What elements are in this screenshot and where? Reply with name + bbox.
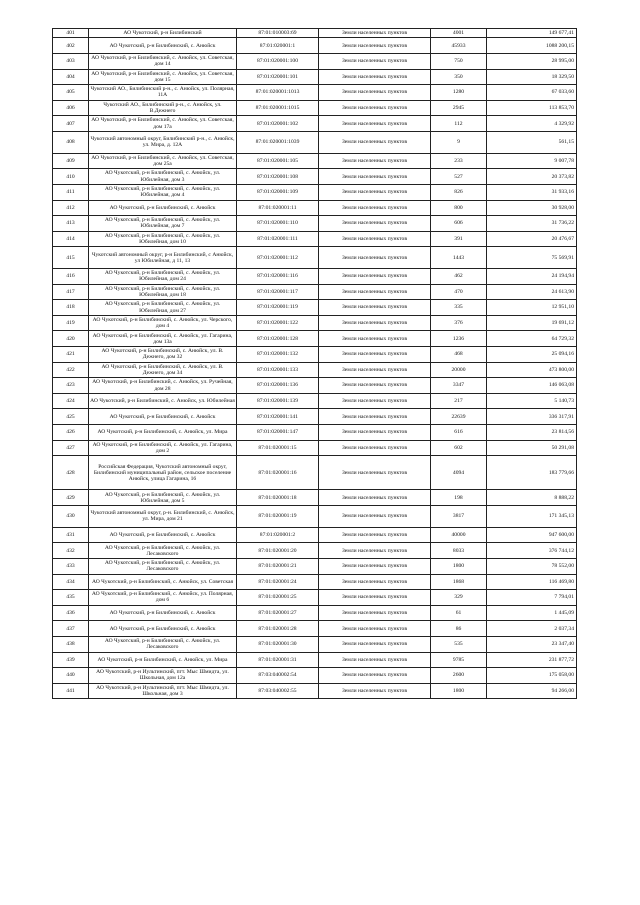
cadastral-value-cell: 231 877,72	[487, 652, 577, 668]
address-cell: АО Чукотский, р-н Иультинский, пгт. Мыс Шмидта, ул. Школьная, дом 3	[89, 683, 237, 699]
land-category-cell: Земли населенных пунктов	[319, 543, 431, 559]
cadastral-number-cell: 87:01:020001:1013	[237, 85, 319, 101]
row-number: 419	[53, 315, 89, 331]
row-number: 438	[53, 636, 89, 652]
land-plots-table	[52, 28, 577, 699]
table-row	[53, 169, 577, 185]
table-row	[53, 69, 577, 85]
row-number: 404	[53, 69, 89, 85]
row-number: 425	[53, 409, 89, 425]
cadastral-value-cell: 12 951,10	[487, 300, 577, 316]
row-number: 422	[53, 362, 89, 378]
land-category-cell: Земли населенных пунктов	[319, 590, 431, 606]
address-cell: АО Чукотский, р-н Билибинский, с. Анюйск	[89, 605, 237, 621]
cadastral-value-cell: 9 007,78	[487, 153, 577, 169]
address-cell: АО Чукотский, р-н Билибинский, с. Анюйск, ул. Юбилейная, дом 3	[89, 169, 237, 185]
address-cell: АО Чукотский, р-н Билибинский, с. Анюйск, ул. Советская, дом 14	[89, 53, 237, 69]
cadastral-number-cell: 87:01:020001:119	[237, 300, 319, 316]
area-cell: 3817	[431, 506, 487, 528]
land-category-cell: Земли населенных пунктов	[319, 300, 431, 316]
cadastral-value-cell: 24 613,90	[487, 284, 577, 300]
area-cell: 4094	[431, 456, 487, 490]
table-row	[53, 247, 577, 269]
area-cell: 535	[431, 636, 487, 652]
cadastral-number-cell: 87:01:020001:18	[237, 490, 319, 506]
address-cell: АО Чукотский, р-н Билибинский, с. Анюйск, ул. Советская	[89, 574, 237, 590]
address-cell: АО Чукотский, р-н Билибинский, с. Анюйск, ул. Советская, дом 17а	[89, 116, 237, 132]
area-cell: 4001	[431, 29, 487, 38]
row-number: 439	[53, 652, 89, 668]
cadastral-number-cell: 87:01:020001:11	[237, 200, 319, 216]
land-category-cell: Земли населенных пунктов	[319, 559, 431, 575]
land-category-cell: Земли населенных пунктов	[319, 269, 431, 285]
cadastral-number-cell: 87:01:020001:105	[237, 153, 319, 169]
land-category-cell: Земли населенных пунктов	[319, 100, 431, 116]
land-category-cell: Земли населенных пунктов	[319, 527, 431, 543]
table-row	[53, 683, 577, 699]
cadastral-number-cell: 87:01:020001:147	[237, 425, 319, 441]
cadastral-number-cell: 87:01:020001:28	[237, 621, 319, 637]
area-cell: 606	[431, 216, 487, 232]
cadastral-value-cell: 146 063,08	[487, 378, 577, 394]
cadastral-value-cell: 25 094,16	[487, 347, 577, 363]
land-category-cell: Земли населенных пунктов	[319, 574, 431, 590]
address-cell: АО Чукотский, р-н Билибинский, с. Анюйск, ул. Юбилейная, дом 10	[89, 231, 237, 247]
row-number: 406	[53, 100, 89, 116]
table-row	[53, 38, 577, 54]
address-cell: АО Чукотский, р-н Билибинский, с. Анюйск, ул. Лесаковского	[89, 559, 237, 575]
land-category-cell: Земли населенных пунктов	[319, 131, 431, 153]
cadastral-number-cell: 87:01:020001:30	[237, 636, 319, 652]
land-category-cell: Земли населенных пунктов	[319, 85, 431, 101]
table-row	[53, 543, 577, 559]
row-number: 437	[53, 621, 89, 637]
cadastral-value-cell: 18 329,50	[487, 69, 577, 85]
address-cell: Российская Федерация, Чукотский автономный округ, Билибинский муниципальный район, сельское поселение Анюйск, улица Гагарина, 16	[89, 456, 237, 490]
land-category-cell: Земли населенных пунктов	[319, 69, 431, 85]
land-category-cell: Земли населенных пунктов	[319, 378, 431, 394]
row-number: 414	[53, 231, 89, 247]
address-cell: Чукотский автономный округ, р-н Билибинский, с Анюйск, ул Юбилейная, д 11, 13	[89, 247, 237, 269]
address-cell: АО Чукотский, р-н Билибинский, с. Анюйск, ул. Советская, дом 25а	[89, 153, 237, 169]
cadastral-value-cell: 94 266,00	[487, 683, 577, 699]
address-cell: АО Чукотский, р-н Билибинский, с. Анюйск, ул. Мира	[89, 652, 237, 668]
table-row	[53, 315, 577, 331]
table-row	[53, 621, 577, 637]
row-number: 408	[53, 131, 89, 153]
area-cell: 45933	[431, 38, 487, 54]
area-cell: 602	[431, 440, 487, 456]
area-cell: 61	[431, 605, 487, 621]
table-row	[53, 116, 577, 132]
cadastral-value-cell: 336 317,91	[487, 409, 577, 425]
area-cell: 335	[431, 300, 487, 316]
cadastral-value-cell: 149 677,41	[487, 29, 577, 38]
address-cell: АО Чукотский, р-н Билибинский, с. Анюйск, ул. Юбилейная, дом 4	[89, 184, 237, 200]
cadastral-number-cell: 87:01:020001:20	[237, 543, 319, 559]
area-cell: 826	[431, 184, 487, 200]
row-number: 413	[53, 216, 89, 232]
address-cell: АО Чукотский, р-н Билибинский, с. Анюйск, ул. В. Дежнего, дом 34	[89, 362, 237, 378]
cadastral-value-cell: 30 928,00	[487, 200, 577, 216]
area-cell: 3347	[431, 378, 487, 394]
cadastral-value-cell: 7 794,01	[487, 590, 577, 606]
cadastral-number-cell: 87:01:020001:136	[237, 378, 319, 394]
area-cell: 9	[431, 131, 487, 153]
table-row	[53, 269, 577, 285]
table-body	[53, 29, 577, 699]
cadastral-number-cell: 87:01:020001:111	[237, 231, 319, 247]
table-row	[53, 527, 577, 543]
land-category-cell: Земли населенных пунктов	[319, 456, 431, 490]
address-cell: АО Чукотский, р-н Билибинский, с. Анюйск, ул. Юбилейная	[89, 393, 237, 409]
land-category-cell: Земли населенных пунктов	[319, 29, 431, 38]
cadastral-value-cell: 116 469,80	[487, 574, 577, 590]
address-cell: АО Чукотский, р-н Билибинский, с. Анюйск, ул. Юбилейная, дом 24	[89, 269, 237, 285]
area-cell: 1800	[431, 683, 487, 699]
area-cell: 329	[431, 590, 487, 606]
cadastral-number-cell: 87:01:020001:24	[237, 574, 319, 590]
row-number: 407	[53, 116, 89, 132]
row-number: 402	[53, 38, 89, 54]
address-cell: АО Чукотский, р-н Билибинский, с. Анюйск, ул. Ручейная, дом 28	[89, 378, 237, 394]
cadastral-value-cell: 1088 200,15	[487, 38, 577, 54]
table-row	[53, 574, 577, 590]
address-cell: Чукотский автономный округ, р-н. Билибинский, с. Анюйск, ул. Мира, дом 21	[89, 506, 237, 528]
cadastral-value-cell: 171 345,13	[487, 506, 577, 528]
address-cell: АО Чукотский, р-н Билибинский, с. Анюйск	[89, 409, 237, 425]
cadastral-number-cell: 87:01:020001:100	[237, 53, 319, 69]
land-category-cell: Земли населенных пунктов	[319, 636, 431, 652]
table-row	[53, 347, 577, 363]
area-cell: 616	[431, 425, 487, 441]
cadastral-number-cell: 87:01:020001:21	[237, 559, 319, 575]
land-category-cell: Земли населенных пунктов	[319, 506, 431, 528]
row-number: 432	[53, 543, 89, 559]
table-row	[53, 85, 577, 101]
cadastral-value-cell: 67 033,60	[487, 85, 577, 101]
cadastral-number-cell: 87:01:020001:101	[237, 69, 319, 85]
land-category-cell: Земли населенных пунктов	[319, 284, 431, 300]
table-row	[53, 216, 577, 232]
row-number: 411	[53, 184, 89, 200]
table-row	[53, 284, 577, 300]
area-cell: 217	[431, 393, 487, 409]
address-cell: АО Чукотский, р-н Билибинский, с. Анюйск, ул. Полярная, дом 6	[89, 590, 237, 606]
table-row	[53, 409, 577, 425]
address-cell: АО Чукотский, р-н Билибинский, с. Анюйск	[89, 621, 237, 637]
land-category-cell: Земли населенных пунктов	[319, 53, 431, 69]
cadastral-value-cell: 561,15	[487, 131, 577, 153]
address-cell: Чукотский АО., Билибинский р-н., с. Анюйск, ул. Полярная, 11А	[89, 85, 237, 101]
cadastral-value-cell: 24 194,94	[487, 269, 577, 285]
cadastral-number-cell: 87:01:020001:116	[237, 269, 319, 285]
address-cell: АО Чукотский, р-н Билибинский, с. Анюйск, ул. Черского, дом 4	[89, 315, 237, 331]
cadastral-number-cell: 87:01:020001:117	[237, 284, 319, 300]
address-cell: АО Чукотский, р-н Билибинский, с. Анюйск	[89, 200, 237, 216]
row-number: 428	[53, 456, 89, 490]
cadastral-number-cell: 87:01:020001:108	[237, 169, 319, 185]
area-cell: 350	[431, 69, 487, 85]
area-cell: 9785	[431, 652, 487, 668]
cadastral-number-cell: 87:01:020001:16	[237, 456, 319, 490]
row-number: 416	[53, 269, 89, 285]
table-row	[53, 490, 577, 506]
land-category-cell: Земли населенных пунктов	[319, 652, 431, 668]
table-row	[53, 153, 577, 169]
cadastral-number-cell: 87:01:020001:109	[237, 184, 319, 200]
row-number: 421	[53, 347, 89, 363]
table-row	[53, 53, 577, 69]
land-category-cell: Земли населенных пунктов	[319, 247, 431, 269]
row-number: 434	[53, 574, 89, 590]
table-row	[53, 300, 577, 316]
address-cell: АО Чукотский, р-н Билибинский, с. Анюйск, ул. Юбилейная, дом 27	[89, 300, 237, 316]
row-number: 409	[53, 153, 89, 169]
row-number: 426	[53, 425, 89, 441]
land-category-cell: Земли населенных пунктов	[319, 605, 431, 621]
table-row	[53, 29, 577, 38]
table-row	[53, 131, 577, 153]
row-number: 417	[53, 284, 89, 300]
area-cell: 2600	[431, 668, 487, 684]
cadastral-number-cell: 87:01:020001:102	[237, 116, 319, 132]
area-cell: 750	[431, 53, 487, 69]
table-row	[53, 590, 577, 606]
row-number: 423	[53, 378, 89, 394]
cadastral-number-cell: 87:01:020001:132	[237, 347, 319, 363]
land-category-cell: Земли населенных пунктов	[319, 184, 431, 200]
cadastral-number-cell: 87:01:020001:128	[237, 331, 319, 347]
cadastral-value-cell: 473 800,00	[487, 362, 577, 378]
area-cell: 376	[431, 315, 487, 331]
cadastral-value-cell: 20 476,67	[487, 231, 577, 247]
cadastral-number-cell: 87:01:020001:112	[237, 247, 319, 269]
area-cell: 468	[431, 347, 487, 363]
area-cell: 198	[431, 490, 487, 506]
cadastral-number-cell: 87:01:020001:31	[237, 652, 319, 668]
area-cell: 20000	[431, 362, 487, 378]
cadastral-value-cell: 376 744,12	[487, 543, 577, 559]
land-category-cell: Земли населенных пунктов	[319, 231, 431, 247]
area-cell: 1868	[431, 574, 487, 590]
row-number: 433	[53, 559, 89, 575]
row-number: 436	[53, 605, 89, 621]
row-number: 412	[53, 200, 89, 216]
area-cell: 527	[431, 169, 487, 185]
table-row	[53, 506, 577, 528]
cadastral-number-cell: 87:01:020001:1015	[237, 100, 319, 116]
row-number: 415	[53, 247, 89, 269]
land-category-cell: Земли населенных пунктов	[319, 490, 431, 506]
area-cell: 40000	[431, 527, 487, 543]
area-cell: 2945	[431, 100, 487, 116]
land-category-cell: Земли населенных пунктов	[319, 362, 431, 378]
table-row	[53, 425, 577, 441]
table-row	[53, 200, 577, 216]
area-cell: 391	[431, 231, 487, 247]
cadastral-value-cell: 5 140,73	[487, 393, 577, 409]
cadastral-value-cell: 113 853,70	[487, 100, 577, 116]
area-cell: 233	[431, 153, 487, 169]
cadastral-value-cell: 2 037,34	[487, 621, 577, 637]
address-cell: АО Чукотский, р-н Билибинский	[89, 29, 237, 38]
table-row	[53, 378, 577, 394]
table-row	[53, 440, 577, 456]
land-category-cell: Земли населенных пунктов	[319, 200, 431, 216]
address-cell: Чукотский АО., Билибинский р-н., с. Анюйск, ул. В.Дежнего	[89, 100, 237, 116]
cadastral-value-cell: 4 329,92	[487, 116, 577, 132]
cadastral-value-cell: 31 933,16	[487, 184, 577, 200]
land-category-cell: Земли населенных пунктов	[319, 116, 431, 132]
land-category-cell: Земли населенных пунктов	[319, 169, 431, 185]
land-category-cell: Земли населенных пунктов	[319, 153, 431, 169]
cadastral-number-cell: 87:01:020001:1039	[237, 131, 319, 153]
area-cell: 1236	[431, 331, 487, 347]
address-cell: Чукотский автономный округ, Билибинский р-н., с. Анюйск, ул. Мира, д. 12А	[89, 131, 237, 153]
address-cell: АО Чукотский, р-н Билибинский, с. Анюйск	[89, 38, 237, 54]
table-row	[53, 231, 577, 247]
area-cell: 462	[431, 269, 487, 285]
area-cell: 112	[431, 116, 487, 132]
cadastral-value-cell: 28 995,00	[487, 53, 577, 69]
cadastral-number-cell: 87:01:020001:110	[237, 216, 319, 232]
table-row	[53, 668, 577, 684]
area-cell: 8033	[431, 543, 487, 559]
cadastral-value-cell: 23 814,56	[487, 425, 577, 441]
land-category-cell: Земли населенных пунктов	[319, 425, 431, 441]
cadastral-number-cell: 87:01:020001:2	[237, 527, 319, 543]
cadastral-value-cell: 183 779,66	[487, 456, 577, 490]
row-number: 410	[53, 169, 89, 185]
area-cell: 22639	[431, 409, 487, 425]
address-cell: АО Чукотский, р-н Билибинский, с. Анюйск, ул. Гагарина, дом 13а	[89, 331, 237, 347]
cadastral-number-cell: 87:01:020001:122	[237, 315, 319, 331]
area-cell: 1280	[431, 85, 487, 101]
table-row	[53, 652, 577, 668]
row-number: 431	[53, 527, 89, 543]
land-category-cell: Земли населенных пунктов	[319, 347, 431, 363]
address-cell: АО Чукотский, р-н Билибинский, с. Анюйск, ул. Юбилейная, дом 7	[89, 216, 237, 232]
address-cell: АО Чукотский, р-н Билибинский, с. Анюйск, ул. В. Дежнего, дом 32	[89, 347, 237, 363]
row-number: 424	[53, 393, 89, 409]
cadastral-number-cell: 87:01:020001:15	[237, 440, 319, 456]
cadastral-number-cell: 87:01:020001:139	[237, 393, 319, 409]
land-category-cell: Земли населенных пунктов	[319, 440, 431, 456]
area-cell: 800	[431, 200, 487, 216]
cadastral-number-cell: 87:03:040002:55	[237, 683, 319, 699]
cadastral-value-cell: 1 445,09	[487, 605, 577, 621]
cadastral-number-cell: 87:01:020001:133	[237, 362, 319, 378]
address-cell: АО Чукотский, р-н Билибинский, с. Анюйск, ул. Юбилейная, дом 5	[89, 490, 237, 506]
cadastral-number-cell: 87:01:020001:27	[237, 605, 319, 621]
cadastral-value-cell: 20 373,82	[487, 169, 577, 185]
row-number: 401	[53, 29, 89, 38]
row-number: 420	[53, 331, 89, 347]
cadastral-value-cell: 23 347,40	[487, 636, 577, 652]
cadastral-number-cell: 87:03:040002:54	[237, 668, 319, 684]
cadastral-value-cell: 19 691,12	[487, 315, 577, 331]
land-category-cell: Земли населенных пунктов	[319, 668, 431, 684]
address-cell: АО Чукотский, р-н Билибинский, с. Анюйск, ул. Советская, дом 15	[89, 69, 237, 85]
address-cell: АО Чукотский, р-н Иультинский, пгт. Мыс Шмидта, ул. Школьная, дом 12а	[89, 668, 237, 684]
area-cell: 1443	[431, 247, 487, 269]
land-category-cell: Земли населенных пунктов	[319, 216, 431, 232]
row-number: 440	[53, 668, 89, 684]
cadastral-number-cell: 87:01:020001:19	[237, 506, 319, 528]
cadastral-number-cell: 87:01:020001:25	[237, 590, 319, 606]
table-row	[53, 559, 577, 575]
row-number: 403	[53, 53, 89, 69]
cadastral-number-cell: 87:01:020001:141	[237, 409, 319, 425]
table-row	[53, 636, 577, 652]
row-number: 405	[53, 85, 89, 101]
cadastral-value-cell: 8 888,22	[487, 490, 577, 506]
table-row	[53, 362, 577, 378]
area-cell: 86	[431, 621, 487, 637]
cadastral-number-cell: 87:01:010003:69	[237, 29, 319, 38]
table-row	[53, 184, 577, 200]
address-cell: АО Чукотский, р-н Билибинский, с. Анюйск, ул. Гагарина, дом 2	[89, 440, 237, 456]
row-number: 427	[53, 440, 89, 456]
row-number: 441	[53, 683, 89, 699]
land-category-cell: Земли населенных пунктов	[319, 683, 431, 699]
document-page	[52, 28, 576, 699]
area-cell: 1800	[431, 559, 487, 575]
land-category-cell: Земли населенных пунктов	[319, 38, 431, 54]
address-cell: АО Чукотский, р-н Билибинский, с. Анюйск	[89, 527, 237, 543]
table-row	[53, 605, 577, 621]
land-category-cell: Земли населенных пунктов	[319, 621, 431, 637]
row-number: 430	[53, 506, 89, 528]
cadastral-value-cell: 50 291,08	[487, 440, 577, 456]
land-category-cell: Земли населенных пунктов	[319, 331, 431, 347]
cadastral-value-cell: 78 552,00	[487, 559, 577, 575]
table-row	[53, 456, 577, 490]
row-number: 418	[53, 300, 89, 316]
row-number: 429	[53, 490, 89, 506]
address-cell: АО Чукотский, р-н Билибинский, с. Анюйск, ул. Мира	[89, 425, 237, 441]
table-row	[53, 331, 577, 347]
table-row	[53, 100, 577, 116]
land-category-cell: Земли населенных пунктов	[319, 393, 431, 409]
land-category-cell: Земли населенных пунктов	[319, 315, 431, 331]
cadastral-number-cell: 87:01:020001:1	[237, 38, 319, 54]
table-row	[53, 393, 577, 409]
address-cell: АО Чукотский, р-н Билибинский, с. Анюйск, ул. Лесаковского	[89, 636, 237, 652]
cadastral-value-cell: 31 736,22	[487, 216, 577, 232]
cadastral-value-cell: 75 569,91	[487, 247, 577, 269]
land-category-cell: Земли населенных пунктов	[319, 409, 431, 425]
area-cell: 470	[431, 284, 487, 300]
address-cell: АО Чукотский, р-н Билибинский, с. Анюйск, ул. Лесаковского	[89, 543, 237, 559]
cadastral-value-cell: 64 729,32	[487, 331, 577, 347]
row-number: 435	[53, 590, 89, 606]
address-cell: АО Чукотский, р-н Билибинский, с. Анюйск, ул. Юбилейная, дом 18	[89, 284, 237, 300]
cadastral-value-cell: 947 600,00	[487, 527, 577, 543]
cadastral-value-cell: 175 058,00	[487, 668, 577, 684]
